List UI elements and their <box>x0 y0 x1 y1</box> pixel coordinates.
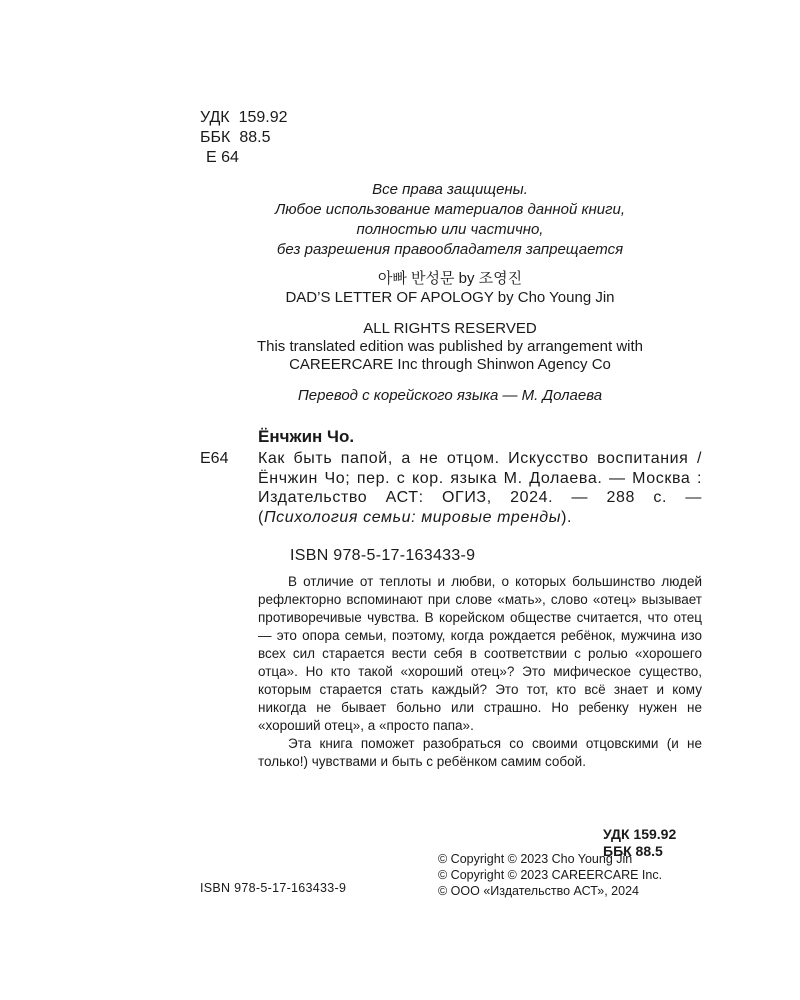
rights-line: без разрешения правообладателя запрещается <box>276 241 624 258</box>
udk-footer-udk: УДК 159.92 <box>603 826 677 842</box>
udk-footer-bbk: ББК 88.5 <box>603 843 663 859</box>
classification-block <box>200 108 288 168</box>
bbk-value: 88.5 <box>239 129 271 146</box>
rights-notice <box>200 180 700 260</box>
catalog-series: Психология семьи: мировые тренды <box>263 508 562 526</box>
reserved-line: This translated edition was published by arrangement with <box>256 338 644 355</box>
catalog-description <box>258 449 702 527</box>
reserved-line: CAREERCARE Inc through Shinwon Agency Co <box>289 356 611 373</box>
catalog-closing: ). <box>561 508 573 526</box>
annotation <box>258 573 702 771</box>
original-title-korean: 아빠 반성문 by 조영진 <box>377 270 523 287</box>
isbn-footer: ISBN 978-5-17-163433-9 <box>200 881 347 895</box>
rights-line: Любое использование материалов данной книги, <box>274 201 626 218</box>
original-title-english: DAD’S LETTER OF APOLOGY by Cho Young Jin <box>285 289 615 306</box>
copyright-block <box>438 851 662 899</box>
catalog-code: Е64 <box>200 450 229 467</box>
reserved-line: ALL RIGHTS RESERVED <box>363 320 537 337</box>
bbk-label: ББК <box>200 129 231 146</box>
copyright-line: © Copyright © 2023 Cho Young Jin <box>438 852 633 866</box>
catalog-description-text: Как быть папой, а не отцом. Искусство воспитания / Ёнчжин Чо; пер. с кор. языка М. Долаева. — Москва : Издательство АСТ: ОГИЗ, 2024. — 288 с. — ( <box>258 450 702 526</box>
translator-credit: Перевод с корейского языка — М. Долаева <box>297 387 603 404</box>
udk-line <box>200 108 288 128</box>
catalog-author: Ёнчжин Чо. <box>258 427 355 446</box>
copyright-line: © Copyright © 2023 CAREERCARE Inc. <box>438 868 663 882</box>
copyright-line: © ООО «Издательство АСТ», 2024 <box>438 884 639 898</box>
annotation-paragraph: Эта книга поможет разобраться со своими отцовскими (и не только!) чувствами и быть с ребёнком самим собой. <box>258 736 702 769</box>
author-mark: Е 64 <box>206 149 239 166</box>
rights-line: Все права защищены. <box>372 181 528 198</box>
original-title <box>200 269 700 307</box>
annotation-paragraph: В отличие от теплоты и любви, о которых большинство людей рефлекторно вспоминают при слове «мать», слово «отец» вызывает противоречивые чувства. В корейском обществе считается, что отец — это опора семьи, поэтому, когда рождается ребёнок, мужчина изо всех сил старается вести себя в соответствии с ролью «хорошего отца». Но кто такой «хороший отец»? Это мифическое существо, которым старается стать каждый? Это тот, кто всё знает и кому никогда не бывает больно или страшно. Но ребенку нужен не «хороший отец», а «просто папа». <box>258 574 702 733</box>
rights-reserved-block <box>200 320 700 374</box>
udk-label: УДК <box>200 109 230 126</box>
udk-value: 159.92 <box>238 109 288 126</box>
rights-line: полностью или частично, <box>356 221 544 238</box>
bbk-line <box>200 128 288 148</box>
catalog-isbn: ISBN 978-5-17-163433-9 <box>290 547 476 564</box>
